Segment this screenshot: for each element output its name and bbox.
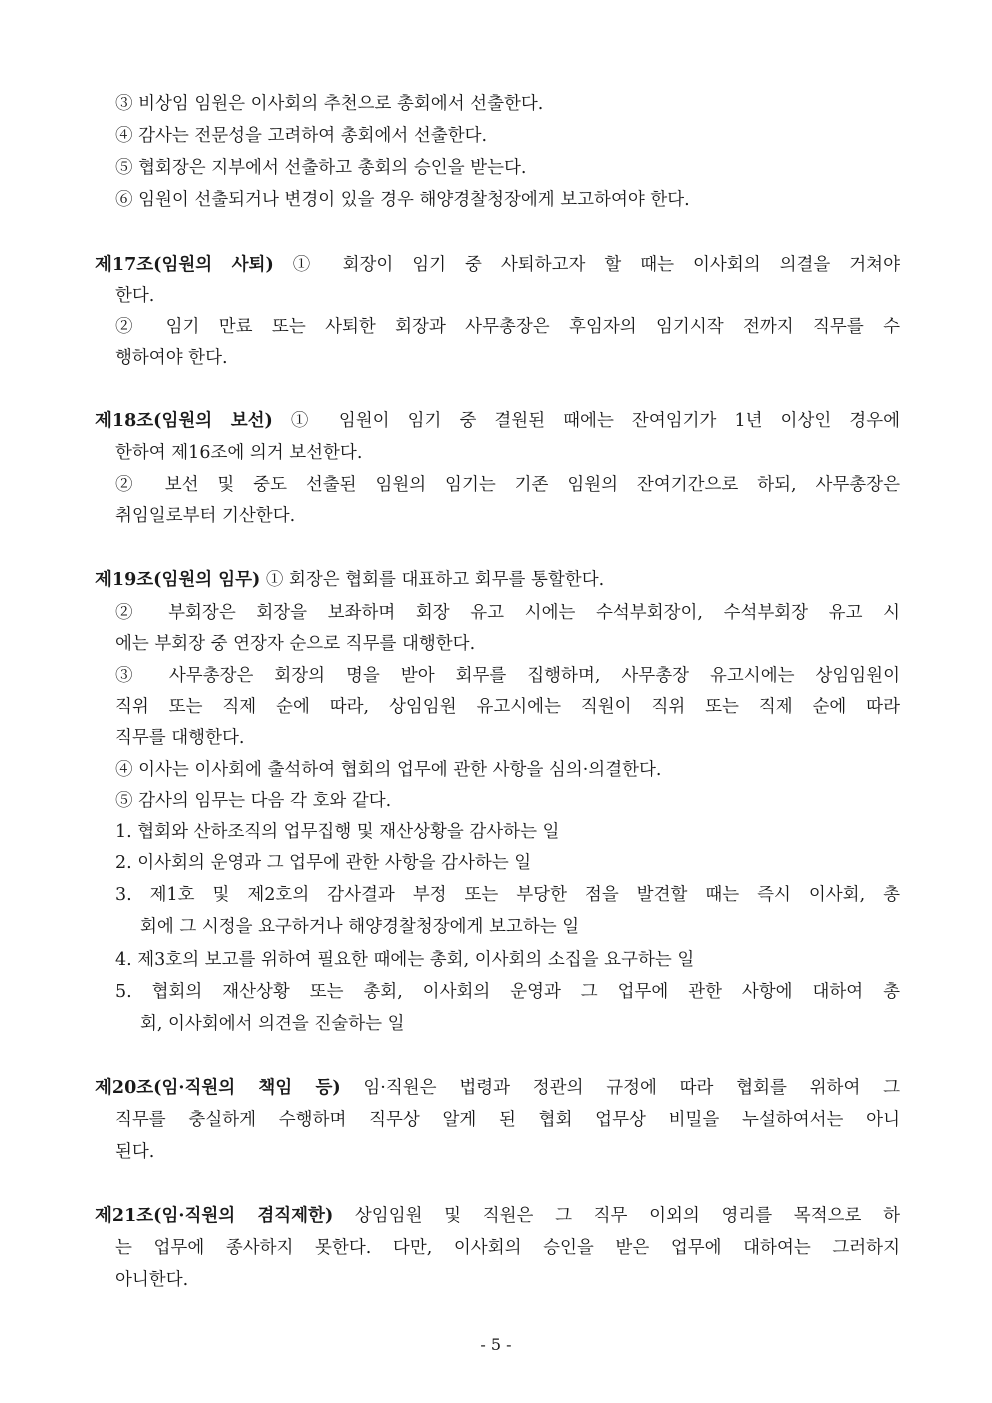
list-item: 1. 협회와 산하조직의 업무집행 및 재산상황을 감사하는 일 <box>115 822 560 842</box>
paragraph-line: ⑤ 협회장은 지부에서 선출하고 총회의 승인을 받는다. <box>115 158 527 178</box>
article-19-line: ⑤ 감사의 임무는 다음 각 호와 같다. <box>115 791 392 811</box>
paragraph-line: ⑥ 임원이 선출되거나 변경이 있을 경우 해양경찰청장에게 보고하여야 한다. <box>115 190 690 210</box>
article-19-title: 제19조(임원의 임무) <box>95 570 261 590</box>
article-17-title: 제17조(임원의 사퇴) <box>95 255 274 275</box>
article-21-title: 제21조(임·직원의 겸직제한) <box>95 1206 334 1226</box>
article-17-line: 제17조(임원의 사퇴) ① 회장이 임기 중 사퇴하고자 할 때는 이사회의 의결을 거쳐야 <box>95 255 900 275</box>
list-item-continuation: 회, 이사회에서 의견을 진술하는 일 <box>140 1014 405 1034</box>
article-18-line: 한하여 제16조에 의거 보선한다. <box>115 443 363 463</box>
article-19-line: 제19조(임원의 임무) ① 회장은 협회를 대표하고 회무를 통할한다. <box>95 570 605 590</box>
article-17-line: 한다. <box>115 286 155 306</box>
paragraph-line: ④ 감사는 전문성을 고려하여 총회에서 선출한다. <box>115 126 488 146</box>
article-20-title: 제20조(임·직원의 책임 등) <box>95 1078 341 1098</box>
article-17-line: ② 임기 만료 또는 사퇴한 회장과 사무총장은 후임자의 임기시작 전까지 직무를 수 <box>115 317 900 337</box>
article-19-line: ④ 이사는 이사회에 출석하여 협회의 업무에 관한 사항을 심의·의결한다. <box>115 760 662 780</box>
page-number: - 5 - <box>480 1335 512 1354</box>
list-item: 5. 협회의 재산상황 또는 총회, 이사회의 운영과 그 업무에 관한 사항에 대하여 총 <box>115 982 900 1002</box>
article-18-line: 제18조(임원의 보선) ① 임원이 임기 중 결원된 때에는 잔여임기가 1년 이상인 경우에 <box>95 411 901 431</box>
article-21-line: 아니한다. <box>115 1270 189 1290</box>
article-18-line: ② 보선 및 중도 선출된 임원의 임기는 기존 임원의 잔여기간으로 하되, 사무총장은 <box>115 475 900 495</box>
list-item: 3. 제1호 및 제2호의 감사결과 부정 또는 부당한 점을 발견할 때는 즉시 이사회, 총 <box>115 885 900 905</box>
paragraph-line: ③ 비상임 임원은 이사회의 추천으로 총회에서 선출한다. <box>115 94 544 114</box>
article-19-line: ② 부회장은 회장을 보좌하며 회장 유고 시에는 수석부회장이, 수석부회장 유고 시 <box>115 603 900 623</box>
article-21-line: 제21조(임·직원의 겸직제한) 상임임원 및 직원은 그 직무 이외의 영리를 목적으로 하 <box>95 1206 900 1226</box>
list-item: 2. 이사회의 운영과 그 업무에 관한 사항을 감사하는 일 <box>115 853 532 873</box>
article-18-line: 취임일로부터 기산한다. <box>115 506 296 526</box>
article-20-line: 제20조(임·직원의 책임 등) 임·직원은 법령과 정관의 규정에 따라 협회를 위하여 그 <box>95 1078 900 1098</box>
article-19-line: 직무를 대행한다. <box>115 728 245 748</box>
article-20-line: 된다. <box>115 1142 155 1162</box>
article-21-line: 는 업무에 종사하지 못한다. 다만, 이사회의 승인을 받은 업무에 대하여는 그러하지 <box>115 1238 900 1258</box>
article-18-title: 제18조(임원의 보선) <box>95 411 273 431</box>
article-17-line: 행하여야 한다. <box>115 348 228 368</box>
article-19-line: 에는 부회장 중 연장자 순으로 직무를 대행한다. <box>115 634 476 654</box>
list-item: 4. 제3호의 보고를 위하여 필요한 때에는 총회, 이사회의 소집을 요구하는 일 <box>115 950 695 970</box>
article-19-line: 직위 또는 직제 순에 따라, 상임임원 유고시에는 직원이 직위 또는 직제 순에 따라 <box>115 697 900 717</box>
list-item-continuation: 회에 그 시정을 요구하거나 해양경찰청장에게 보고하는 일 <box>140 917 580 937</box>
article-20-line: 직무를 충실하게 수행하며 직무상 알게 된 협회 업무상 비밀을 누설하여서는 아니 <box>115 1110 900 1130</box>
article-19-line: ③ 사무총장은 회장의 명을 받아 회무를 집행하며, 사무총장 유고시에는 상임임원이 <box>115 666 900 686</box>
